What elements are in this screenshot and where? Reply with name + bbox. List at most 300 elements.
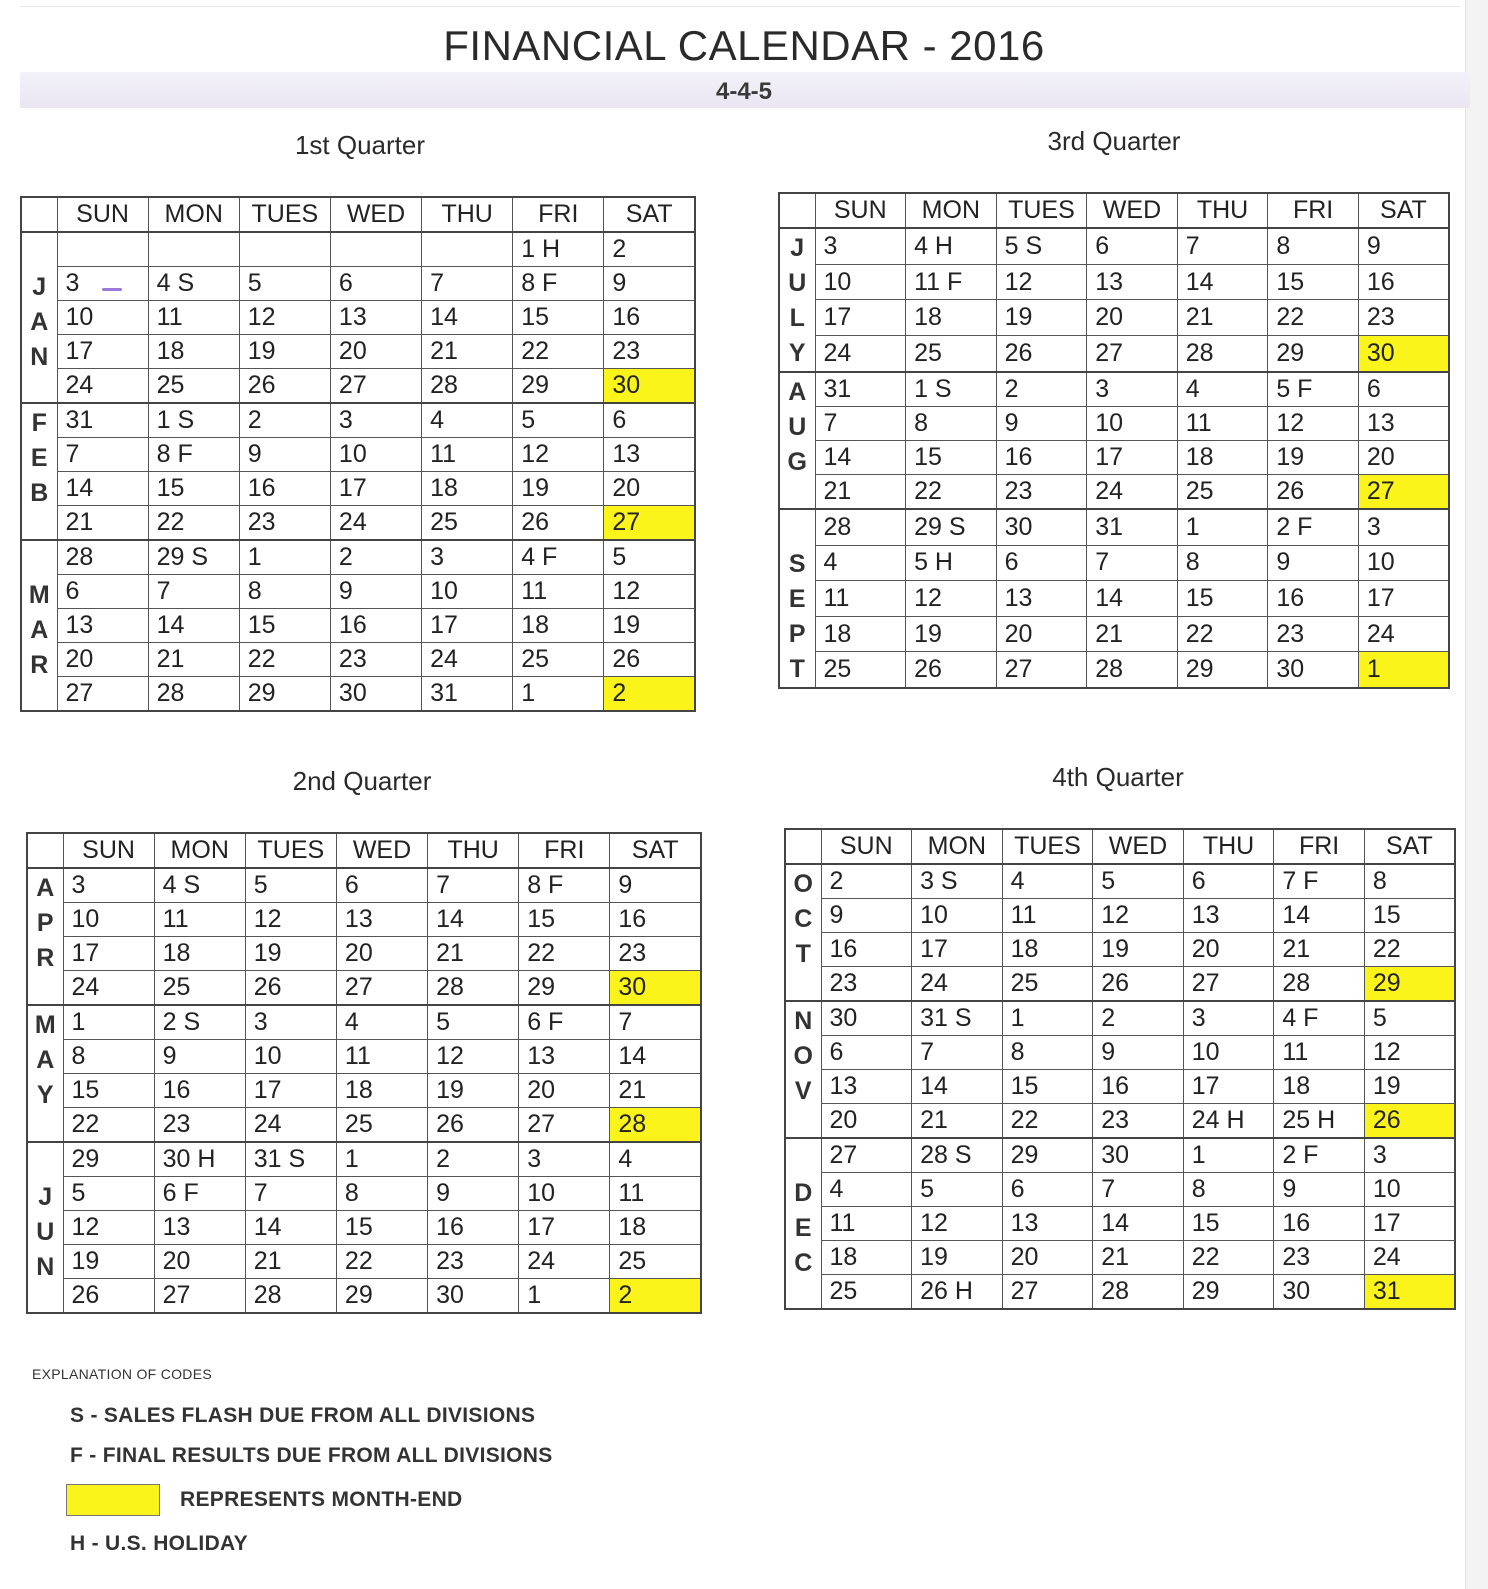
day-cell: 24 xyxy=(519,1245,610,1279)
week-row xyxy=(779,407,1449,441)
day-cell: 19 xyxy=(912,1241,1003,1275)
day-cell: 15 xyxy=(336,1211,427,1245)
week-row xyxy=(785,1138,1455,1173)
day-cell: 25 xyxy=(336,1108,427,1143)
day-cell: 6 xyxy=(1002,1173,1093,1207)
day-cell: 11 xyxy=(1274,1036,1365,1070)
day-cell: 13 xyxy=(330,301,421,335)
day-cell: 6 F xyxy=(154,1177,245,1211)
day-cell: 29 xyxy=(1002,1138,1093,1173)
day-cell: 8 xyxy=(1183,1173,1274,1207)
day-cell xyxy=(239,232,330,267)
day-cell: 25 xyxy=(1002,967,1093,1002)
day-cell: 13 xyxy=(1087,264,1178,300)
calendar-pattern: 4-4-5 xyxy=(715,78,773,105)
day-cell: 10 xyxy=(330,438,421,472)
day-cell: 1 S xyxy=(906,372,997,407)
week-row xyxy=(779,228,1449,264)
day-cell: 19 xyxy=(239,335,330,369)
day-cell: 17 xyxy=(815,300,906,336)
day-cell: 29 S xyxy=(906,509,997,545)
legend-month-end: REPRESENTS MONTH-END xyxy=(180,1488,463,1511)
day-cell: 24 xyxy=(63,971,154,1006)
week-row xyxy=(779,545,1449,581)
day-cell: 23 xyxy=(1093,1104,1184,1139)
day-cell: 27 xyxy=(336,971,427,1006)
day-cell: 6 F xyxy=(519,1005,610,1040)
day-header: TUES xyxy=(245,833,336,868)
day-cell: 5 H xyxy=(906,545,997,581)
day-cell: 21 xyxy=(1274,933,1365,967)
month-end-cell: 1 xyxy=(1358,652,1449,688)
day-cell: 26 xyxy=(906,652,997,688)
day-cell: 25 xyxy=(821,1275,912,1310)
month-letter: P xyxy=(36,909,54,937)
day-cell: 19 xyxy=(906,616,997,652)
day-cell: 4 xyxy=(610,1142,701,1177)
day-cell: 25 xyxy=(815,652,906,688)
day-cell: 14 xyxy=(815,441,906,475)
day-cell: 13 xyxy=(1183,899,1274,933)
week-row xyxy=(21,540,695,575)
day-cell: 30 xyxy=(1093,1138,1184,1173)
day-cell: 4 xyxy=(821,1173,912,1207)
day-cell: 11 xyxy=(422,438,513,472)
day-cell: 24 xyxy=(57,369,148,404)
q3-calendar xyxy=(778,192,1450,689)
day-cell: 12 xyxy=(1268,407,1359,441)
top-rule xyxy=(20,6,1460,7)
month-letter: A xyxy=(30,616,49,644)
day-cell: 7 F xyxy=(1274,864,1365,899)
day-cell: 1 S xyxy=(148,403,239,438)
day-cell: 7 xyxy=(610,1005,701,1040)
day-cell: 17 xyxy=(1358,581,1449,617)
day-cell: 20 xyxy=(821,1104,912,1139)
day-cell: 6 xyxy=(996,545,1087,581)
day-cell xyxy=(422,232,513,267)
week-row xyxy=(785,1241,1455,1275)
month-letter: A xyxy=(30,308,49,336)
day-cell: 29 xyxy=(336,1279,427,1314)
day-cell: 8 xyxy=(63,1040,154,1074)
day-cell xyxy=(330,232,421,267)
day-cell: 18 xyxy=(1274,1070,1365,1104)
day-cell: 15 xyxy=(239,609,330,643)
month-end-cell: 31 xyxy=(1364,1275,1455,1310)
day-cell: 24 xyxy=(245,1108,336,1143)
month-label-jun xyxy=(27,1142,63,1313)
month-end-cell: 27 xyxy=(1358,475,1449,510)
day-cell: 2 F xyxy=(1274,1138,1365,1173)
day-cell: 19 xyxy=(996,300,1087,336)
day-cell: 8 F xyxy=(519,868,610,903)
day-cell: 5 S xyxy=(996,228,1087,264)
week-row xyxy=(779,475,1449,510)
day-cell: 12 xyxy=(513,438,604,472)
week-row xyxy=(27,903,701,937)
day-cell: 18 xyxy=(513,609,604,643)
day-cell: 23 xyxy=(1358,300,1449,336)
day-cell: 1 xyxy=(1002,1001,1093,1036)
week-row xyxy=(779,441,1449,475)
week-row xyxy=(21,677,695,712)
month-label-mar xyxy=(21,540,57,711)
month-label-sept xyxy=(779,509,815,688)
day-cell: 11 xyxy=(821,1207,912,1241)
day-cell: 15 xyxy=(1177,581,1268,617)
day-cell: 1 xyxy=(513,677,604,712)
day-cell: 17 xyxy=(330,472,421,506)
day-cell: 23 xyxy=(330,643,421,677)
month-letter: J xyxy=(790,234,805,262)
week-row xyxy=(779,616,1449,652)
day-cell: 7 xyxy=(1177,228,1268,264)
day-cell: 13 xyxy=(154,1211,245,1245)
day-cell: 16 xyxy=(330,609,421,643)
day-cell: 4 xyxy=(422,403,513,438)
week-row xyxy=(21,643,695,677)
month-letter: E xyxy=(788,585,806,613)
month-label-dec xyxy=(785,1138,821,1309)
day-cell: 26 xyxy=(63,1279,154,1314)
day-cell: 9 xyxy=(996,407,1087,441)
day-cell: 30 xyxy=(996,509,1087,545)
day-cell: 26 xyxy=(245,971,336,1006)
day-cell: 5 xyxy=(1364,1001,1455,1036)
day-cell: 25 H xyxy=(1274,1104,1365,1139)
day-cell: 23 xyxy=(154,1108,245,1143)
day-cell: 23 xyxy=(610,937,701,971)
day-header: MON xyxy=(912,829,1003,864)
week-row xyxy=(21,506,695,541)
day-cell: 3 xyxy=(1087,372,1178,407)
day-cell: 23 xyxy=(1274,1241,1365,1275)
day-cell: 28 xyxy=(428,971,519,1006)
day-cell: 22 xyxy=(336,1245,427,1279)
day-cell: 1 xyxy=(63,1005,154,1040)
day-cell: 7 xyxy=(815,407,906,441)
day-header: MON xyxy=(154,833,245,868)
month-label-apr xyxy=(27,868,63,1005)
day-cell: 24 xyxy=(330,506,421,541)
day-cell: 8 xyxy=(239,575,330,609)
day-cell: 25 xyxy=(154,971,245,1006)
day-cell: 26 xyxy=(1093,967,1184,1002)
day-header: THU xyxy=(422,197,513,232)
day-cell: 17 xyxy=(1183,1070,1274,1104)
day-cell: 10 xyxy=(815,264,906,300)
week-row xyxy=(779,652,1449,688)
month-end-cell: 30 xyxy=(604,369,695,404)
day-cell: 20 xyxy=(519,1074,610,1108)
day-cell: 22 xyxy=(519,937,610,971)
month-letter: O xyxy=(793,870,813,898)
week-row xyxy=(27,868,701,903)
week-row xyxy=(27,1177,701,1211)
month-label-oct xyxy=(785,864,821,1001)
day-cell: 16 xyxy=(154,1074,245,1108)
day-cell: 1 xyxy=(1183,1138,1274,1173)
day-cell: 28 xyxy=(422,369,513,404)
q4-calendar xyxy=(784,828,1456,1310)
day-cell: 18 xyxy=(148,335,239,369)
day-cell: 21 xyxy=(1087,616,1178,652)
day-cell: 6 xyxy=(821,1036,912,1070)
day-cell: 11 xyxy=(610,1177,701,1211)
day-cell: 14 xyxy=(1177,264,1268,300)
day-cell: 16 xyxy=(604,301,695,335)
day-cell: 10 xyxy=(1364,1173,1455,1207)
day-cell: 6 xyxy=(330,267,421,301)
day-cell: 2 F xyxy=(1268,509,1359,545)
day-cell: 11 xyxy=(513,575,604,609)
day-cell: 3 xyxy=(422,540,513,575)
day-cell: 6 xyxy=(604,403,695,438)
day-cell: 20 xyxy=(604,472,695,506)
day-cell: 3 xyxy=(519,1142,610,1177)
day-cell: 13 xyxy=(1358,407,1449,441)
day-cell: 17 xyxy=(245,1074,336,1108)
day-cell: 11 xyxy=(154,903,245,937)
week-row xyxy=(27,1074,701,1108)
day-cell: 10 xyxy=(1358,545,1449,581)
month-letter: V xyxy=(794,1077,812,1105)
header-corner xyxy=(785,829,821,864)
q1-title: 1st Quarter xyxy=(294,130,426,160)
day-cell xyxy=(57,232,148,267)
day-cell: 22 xyxy=(239,643,330,677)
day-cell: 18 xyxy=(154,937,245,971)
day-cell: 20 xyxy=(1087,300,1178,336)
week-row xyxy=(785,1207,1455,1241)
day-cell: 13 xyxy=(996,581,1087,617)
day-cell: 11 F xyxy=(906,264,997,300)
week-row xyxy=(21,232,695,267)
day-cell: 3 xyxy=(330,403,421,438)
day-cell: 25 xyxy=(906,336,997,372)
day-cell: 9 xyxy=(821,899,912,933)
month-end-swatch xyxy=(66,1484,160,1516)
day-cell: 8 xyxy=(1364,864,1455,899)
legend-sales-flash: S - SALES FLASH DUE FROM ALL DIVISIONS xyxy=(70,1404,536,1427)
day-cell: 14 xyxy=(912,1070,1003,1104)
day-cell: 20 xyxy=(336,937,427,971)
day-cell: 16 xyxy=(1268,581,1359,617)
month-letter: E xyxy=(30,444,48,472)
month-end-cell: 26 xyxy=(1364,1104,1455,1139)
day-cell: 7 xyxy=(245,1177,336,1211)
day-header: MON xyxy=(906,193,997,228)
page-title: FINANCIAL CALENDAR - 2016 xyxy=(443,22,1045,69)
day-cell: 1 xyxy=(1177,509,1268,545)
day-cell: 10 xyxy=(57,301,148,335)
week-row xyxy=(779,336,1449,372)
day-cell: 17 xyxy=(57,335,148,369)
day-cell: 10 xyxy=(519,1177,610,1211)
day-cell: 4 H xyxy=(906,228,997,264)
day-cell: 25 xyxy=(513,643,604,677)
day-cell: 19 xyxy=(1093,933,1184,967)
day-cell: 17 xyxy=(519,1211,610,1245)
month-letter: Y xyxy=(36,1081,54,1109)
month-letter: A xyxy=(36,874,55,902)
day-cell: 31 xyxy=(1087,509,1178,545)
week-row xyxy=(21,267,695,301)
day-cell: 24 xyxy=(1358,616,1449,652)
day-cell: 20 xyxy=(330,335,421,369)
day-cell: 1 xyxy=(336,1142,427,1177)
day-cell: 16 xyxy=(239,472,330,506)
week-row xyxy=(27,1108,701,1143)
month-letter: C xyxy=(794,1249,813,1277)
day-cell: 9 xyxy=(1093,1036,1184,1070)
day-cell: 5 xyxy=(428,1005,519,1040)
day-cell: 26 xyxy=(239,369,330,404)
day-cell: 7 xyxy=(912,1036,1003,1070)
day-cell: 16 xyxy=(821,933,912,967)
day-cell: 7 xyxy=(1093,1173,1184,1207)
day-header: SAT xyxy=(610,833,701,868)
week-row xyxy=(27,1279,701,1314)
day-cell: 31 S xyxy=(912,1001,1003,1036)
day-cell: 30 xyxy=(821,1001,912,1036)
day-cell: 21 xyxy=(148,643,239,677)
day-cell: 4 xyxy=(1177,372,1268,407)
day-cell: 20 xyxy=(1183,933,1274,967)
day-header: TUES xyxy=(1002,829,1093,864)
day-cell: 9 xyxy=(330,575,421,609)
day-cell: 22 xyxy=(63,1108,154,1143)
day-cell: 10 xyxy=(245,1040,336,1074)
month-letter: J xyxy=(38,1183,53,1211)
day-cell: 6 xyxy=(1087,228,1178,264)
month-letter: M xyxy=(34,1011,56,1039)
week-row xyxy=(21,403,695,438)
day-cell: 4 xyxy=(1002,864,1093,899)
day-cell: 18 xyxy=(422,472,513,506)
day-cell: 14 xyxy=(1087,581,1178,617)
week-row xyxy=(21,609,695,643)
week-row xyxy=(785,899,1455,933)
day-cell: 5 xyxy=(239,267,330,301)
day-header: THU xyxy=(1183,829,1274,864)
day-cell: 12 xyxy=(906,581,997,617)
day-cell: 26 xyxy=(1268,475,1359,510)
month-letter: T xyxy=(795,940,811,968)
day-cell: 8 F xyxy=(148,438,239,472)
day-cell: 27 xyxy=(519,1108,610,1143)
legend-holiday: H - U.S. HOLIDAY xyxy=(70,1532,248,1555)
day-cell: 8 xyxy=(1268,228,1359,264)
day-cell: 17 xyxy=(912,933,1003,967)
day-cell: 2 xyxy=(996,372,1087,407)
day-cell: 16 xyxy=(610,903,701,937)
day-cell: 14 xyxy=(428,903,519,937)
day-cell: 17 xyxy=(1087,441,1178,475)
day-cell: 14 xyxy=(1093,1207,1184,1241)
day-cell: 23 xyxy=(604,335,695,369)
day-cell: 24 xyxy=(815,336,906,372)
day-cell: 28 xyxy=(1177,336,1268,372)
day-cell: 26 xyxy=(604,643,695,677)
day-cell: 16 xyxy=(428,1211,519,1245)
day-cell: 5 xyxy=(513,403,604,438)
day-cell: 15 xyxy=(519,903,610,937)
day-cell: 22 xyxy=(1268,300,1359,336)
week-row xyxy=(21,301,695,335)
day-cell: 9 xyxy=(1358,228,1449,264)
week-row xyxy=(779,509,1449,545)
day-cell: 2 xyxy=(604,232,695,267)
day-cell: 16 xyxy=(1093,1070,1184,1104)
day-cell: 20 xyxy=(996,616,1087,652)
month-letter: C xyxy=(794,905,813,933)
day-cell: 29 xyxy=(1177,652,1268,688)
month-letter: N xyxy=(30,343,49,371)
day-cell: 16 xyxy=(996,441,1087,475)
day-cell: 28 xyxy=(245,1279,336,1314)
month-end-cell: 2 xyxy=(610,1279,701,1314)
day-cell: 12 xyxy=(1093,899,1184,933)
day-cell: 8 xyxy=(336,1177,427,1211)
day-cell: 13 xyxy=(336,903,427,937)
day-cell: 1 xyxy=(519,1279,610,1314)
day-cell: 28 S xyxy=(912,1138,1003,1173)
day-cell: 4 xyxy=(815,545,906,581)
month-letter: R xyxy=(30,651,49,679)
day-cell: 25 xyxy=(1177,475,1268,510)
day-cell: 31 xyxy=(57,403,148,438)
day-cell: 21 xyxy=(815,475,906,510)
month-end-cell: 30 xyxy=(610,971,701,1006)
day-cell: 13 xyxy=(1002,1207,1093,1241)
day-cell: 21 xyxy=(422,335,513,369)
day-cell: 17 xyxy=(1364,1207,1455,1241)
day-cell: 2 xyxy=(330,540,421,575)
week-row xyxy=(27,971,701,1006)
day-cell: 22 xyxy=(906,475,997,510)
day-cell: 19 xyxy=(245,937,336,971)
week-row xyxy=(27,1142,701,1177)
day-header: WED xyxy=(1087,193,1178,228)
day-cell: 13 xyxy=(57,609,148,643)
week-row xyxy=(785,864,1455,899)
week-row xyxy=(785,933,1455,967)
month-letter: F xyxy=(31,409,47,437)
month-letter: A xyxy=(36,1046,55,1074)
day-cell: 21 xyxy=(245,1245,336,1279)
day-cell: 30 xyxy=(1274,1275,1365,1310)
month-letter: O xyxy=(793,1042,813,1070)
day-cell: 31 xyxy=(422,677,513,712)
day-cell: 12 xyxy=(245,903,336,937)
month-letter: A xyxy=(788,378,807,406)
day-cell: 5 xyxy=(604,540,695,575)
week-row xyxy=(779,581,1449,617)
day-cell: 21 xyxy=(428,937,519,971)
day-cell: 6 xyxy=(1358,372,1449,407)
header-corner xyxy=(27,833,63,868)
week-row xyxy=(27,937,701,971)
day-cell: 5 xyxy=(1093,864,1184,899)
month-letter: U xyxy=(788,413,807,441)
day-cell: 12 xyxy=(912,1207,1003,1241)
month-end-cell: 27 xyxy=(604,506,695,541)
day-cell: 18 xyxy=(610,1211,701,1245)
month-label-feb xyxy=(21,403,57,540)
day-cell: 27 xyxy=(1087,336,1178,372)
